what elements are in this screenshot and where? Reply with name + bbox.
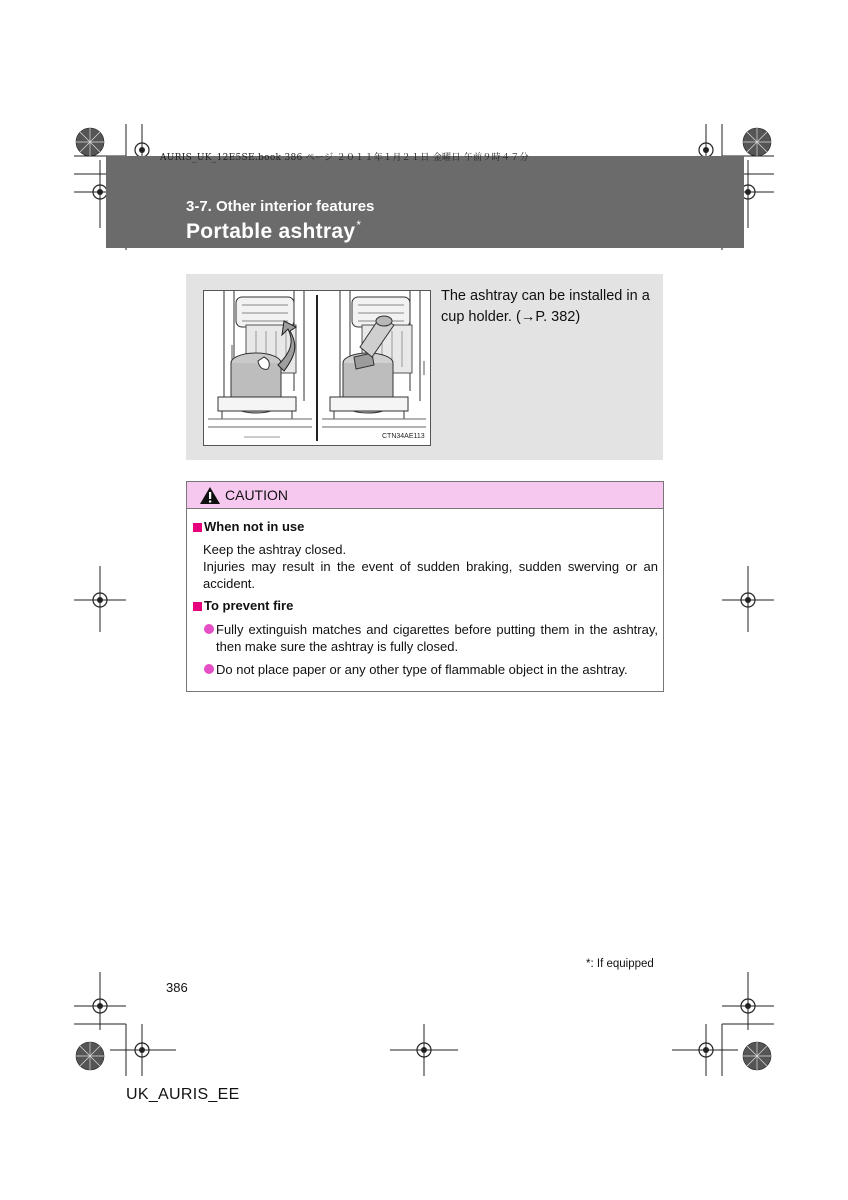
bullet-dot	[204, 624, 214, 634]
footnote-text: : If equipped	[590, 958, 654, 970]
page-number: 386	[166, 980, 188, 995]
closed-ashtray-drawing	[208, 291, 312, 437]
footnote-mark: *	[586, 958, 591, 970]
caution-box	[186, 481, 664, 692]
caution-label: CAUTION	[225, 487, 288, 503]
figure-caption	[441, 286, 656, 328]
subheading-to-prevent-fire: To prevent fire	[204, 598, 294, 613]
footnote	[586, 958, 654, 970]
bullet-dot	[204, 664, 214, 674]
page-reference-link[interactable]: P. 382)	[535, 309, 581, 325]
document-code: UK_AURIS_EE	[126, 1086, 240, 1103]
section-label: 3-7. Other interior features	[186, 198, 375, 215]
bullet-square	[193, 602, 202, 611]
figure-caption-text: The ashtray can be installed in a cup holder. (	[441, 288, 650, 325]
print-info: AURIS_UK_12E5SE.book 386 ページ ２０１１年１月２１日 金曜日 午前９時４７分	[160, 153, 529, 163]
fire-bullet-1: Fully extinguish matches and cigarettes before putting them in the ashtray, then make sure the ashtray is fully closed.	[216, 622, 658, 654]
caution-header	[187, 482, 663, 509]
ashtray-in-cup-holder-drawing	[204, 291, 430, 445]
closed-instruction: Keep the ashtray closed.	[203, 542, 347, 557]
arrow-symbol: →	[520, 309, 536, 325]
page-title-text: Portable ashtray	[186, 220, 356, 243]
subheading-when-not-in-use: When not in use	[204, 519, 305, 534]
injury-warning: Injuries may result in the event of sudden braking, sudden swerving or an accident.	[203, 559, 658, 591]
page-title	[186, 218, 361, 244]
figure-code: CTN34AE113	[382, 433, 425, 440]
fire-bullet-2: Do not place paper or any other type of flammable object in the ashtray.	[216, 662, 628, 677]
figure-panel	[186, 274, 663, 460]
open-ashtray-drawing	[322, 291, 426, 427]
ashtray-illustration	[203, 290, 431, 446]
bullet-square	[193, 523, 202, 532]
warning-triangle-icon	[199, 486, 221, 505]
equipped-mark: *	[356, 218, 362, 232]
